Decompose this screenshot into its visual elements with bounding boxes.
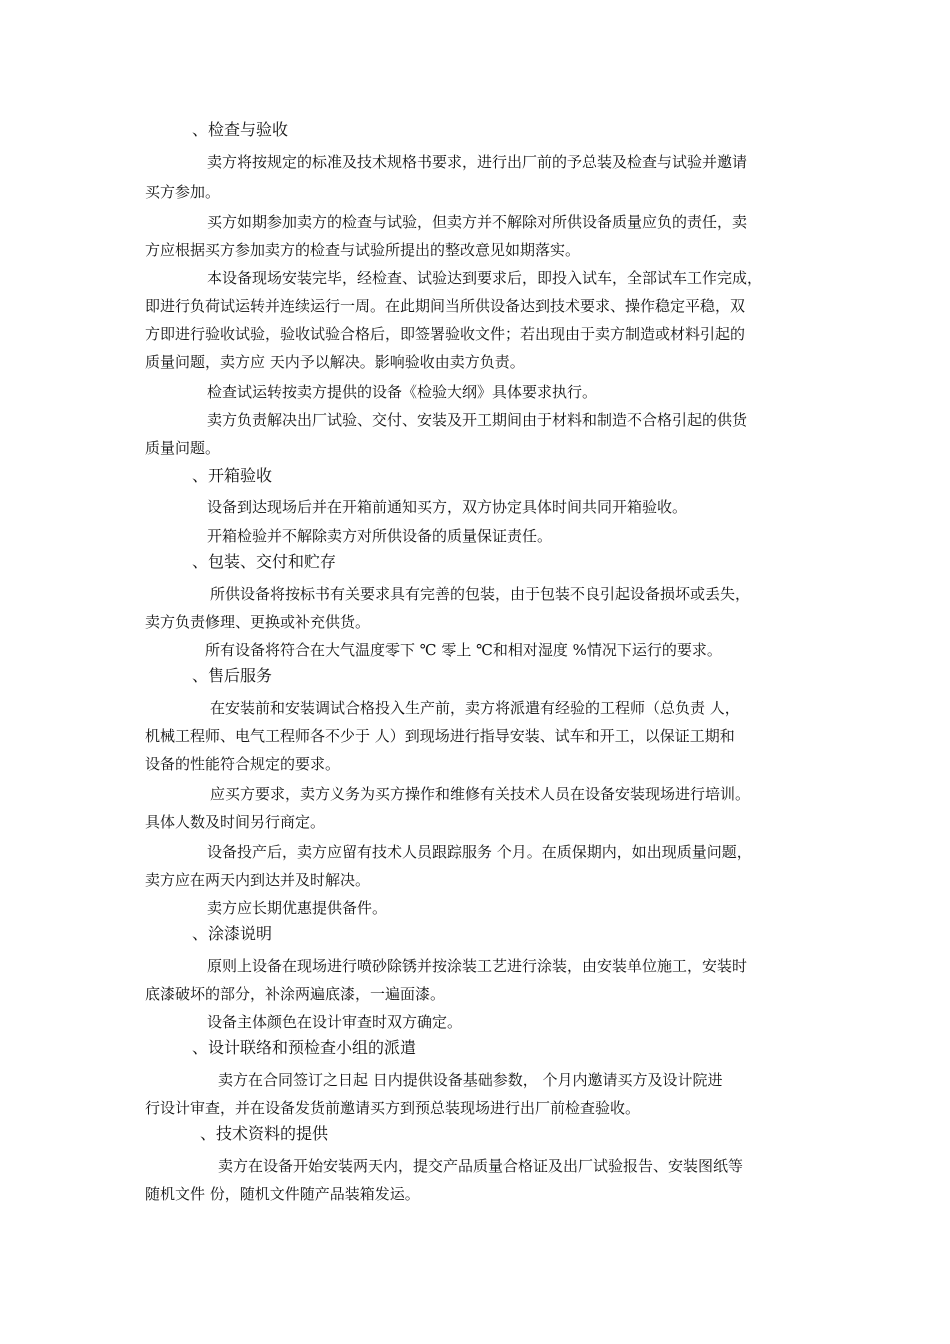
paragraph-line: 卖方应在两天内到达并及时解决。 xyxy=(145,871,371,889)
section-heading: 、售后服务 xyxy=(192,666,273,685)
paragraph-line: 检查试运转按卖方提供的设备《检验大纲》具体要求执行。 xyxy=(207,383,598,401)
paragraph-line: 设备到达现场后并在开箱前通知买方，双方协定具体时间共同开箱验收。 xyxy=(207,498,688,516)
paragraph-line: 原则上设备在现场进行喷砂除锈并按涂装工艺进行涂装，由安装单位施工，安装时 xyxy=(207,957,748,975)
paragraph-line: 设备主体颜色在设计审查时双方确定。 xyxy=(207,1013,463,1031)
paragraph-line: 所供设备将按标书有关要求具有完善的包装，由于包装不良引起设备损坏或丢失， xyxy=(210,585,751,603)
paragraph-line: 买方如期参加卖方的检查与试验，但卖方并不解除对所供设备质量应负的责任，卖 xyxy=(207,213,748,231)
paragraph-line: 设备的性能符合规定的要求。 xyxy=(145,755,341,773)
paragraph-line: 卖方在合同签订之日起 日内提供设备基础参数， 个月内邀请买方及设计院进 xyxy=(218,1071,723,1089)
paragraph-line: 质量问题。 xyxy=(145,439,221,457)
section-heading: 、检查与验收 xyxy=(192,120,289,139)
paragraph-line: 卖方负责解决出厂试验、交付、安装及开工期间由于材料和制造不合格引起的供货 xyxy=(207,411,748,429)
section-heading: 、技术资料的提供 xyxy=(200,1124,329,1143)
paragraph-line: 质量问题，卖方应 天内予以解决。影响验收由卖方负责。 xyxy=(145,353,525,371)
section-heading: 、设计联络和预检查小组的派遣 xyxy=(192,1038,417,1057)
paragraph-line: 卖方在设备开始安装两天内，提交产品质量合格证及出厂试验报告、安装图纸等 xyxy=(218,1157,744,1175)
paragraph-line: 具体人数及时间另行商定。 xyxy=(145,813,326,831)
section-heading: 、包装、交付和贮存 xyxy=(192,552,337,571)
paragraph-line: 方即进行验收试验，验收试验合格后，即签署验收文件；若出现由于卖方制造或材料引起的 xyxy=(145,325,746,343)
paragraph-line: 卖方负责修理、更换或补充供货。 xyxy=(145,613,371,631)
paragraph-line: 买方参加。 xyxy=(145,183,221,201)
section-heading: 、涂漆说明 xyxy=(192,924,273,943)
paragraph-line: 本设备现场安装完毕，经检查、试验达到要求后，即投入试车，全部试车工作完成， xyxy=(207,269,763,287)
paragraph-line: 设备投产后，卖方应留有技术人员跟踪服务 个月。在质保期内，如出现质量问题， xyxy=(207,843,752,861)
paragraph-line: 卖方将按规定的标准及技术规格书要求，进行出厂前的予总装及检查与试验并邀请 xyxy=(207,153,748,171)
paragraph-line: 底漆破坏的部分，补涂两遍底漆，一遍面漆。 xyxy=(145,985,446,1003)
paragraph-line: 卖方应长期优惠提供备件。 xyxy=(207,899,388,917)
section-heading: 、开箱验收 xyxy=(192,466,273,485)
paragraph-line: 开箱检验并不解除卖方对所供设备的质量保证责任。 xyxy=(207,527,553,545)
paragraph-line: 即进行负荷试运转并连续运行一周。在此期间当所供设备达到技术要求、操作稳定平稳，双 xyxy=(145,297,746,315)
paragraph-line: 在安装前和安装调试合格投入生产前，卖方将派遣有经验的工程师（总负责 人， xyxy=(210,699,740,717)
paragraph-line: 应买方要求，卖方义务为买方操作和维修有关技术人员在设备安装现场进行培训。 xyxy=(210,785,751,803)
paragraph-line: 随机文件 份，随机文件随产品装箱发运。 xyxy=(145,1185,420,1203)
paragraph-line: 机械工程师、电气工程师各不少于 人）到现场进行指导安装、试车和开工，以保证工期和 xyxy=(145,727,735,745)
paragraph-line: 所有设备将符合在大气温度零下 ℃ 零上 ℃和相对湿度 %情况下运行的要求。 xyxy=(205,641,722,659)
paragraph-line: 行设计审查，并在设备发货前邀请买方到预总装现场进行出厂前检查验收。 xyxy=(145,1099,641,1117)
paragraph-line: 方应根据买方参加卖方的检查与试验所提出的整改意见如期落实。 xyxy=(145,241,581,259)
